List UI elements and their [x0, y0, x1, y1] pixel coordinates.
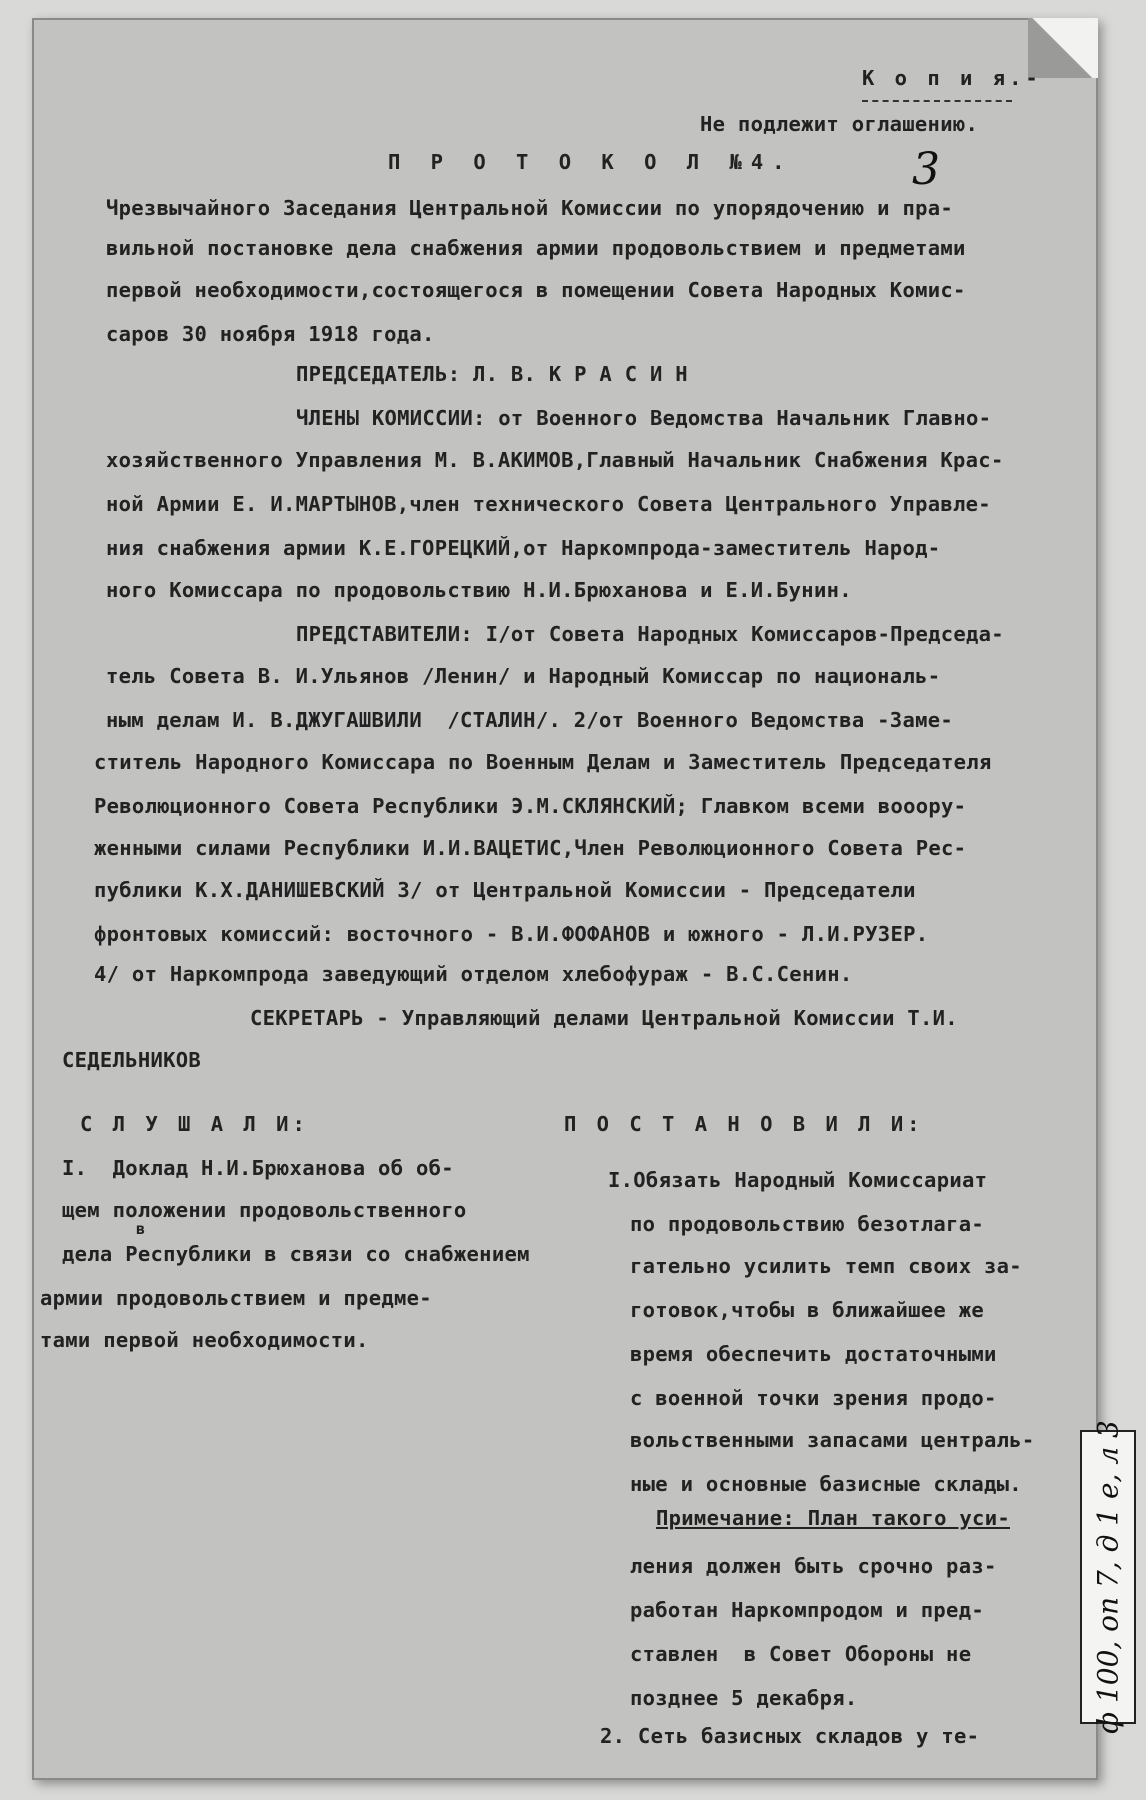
members-line: хозяйственного Управления М. В.АКИМОВ,Главный Начальник Снабжения Крас-: [106, 448, 1004, 472]
intro-line: первой необходимости,состоящегося в помещении Совета Народных Комис-: [106, 278, 966, 302]
resolved-line: с военной точки зрения продо-: [630, 1386, 997, 1410]
representatives-line: тель Совета В. И.Ульянов /Ленин/ и Народный Комиссар по националь-: [106, 664, 941, 688]
members-line: ния снабжения армии К.Е.ГОРЕЦКИЙ,от Наркомпрода-заместитель Народ-: [106, 536, 941, 560]
resolved-note-line: работан Наркомпродом и пред-: [630, 1598, 984, 1622]
representatives-line: ПРЕДСТАВИТЕЛИ: I/от Совета Народных Комиссаров-Председа-: [296, 622, 1004, 646]
resolved-note-line: ления должен быть срочно раз-: [630, 1554, 997, 1578]
members-line: ного Комиссара по продовольствию Н.И.Брюханова и Е.И.Бунин.: [106, 578, 852, 602]
resolved-line: ные и основные базисные склады.: [630, 1472, 1022, 1496]
members-line: ной Армии Е. И.МАРТЫНОВ,член технического Совета Центрального Управле-: [106, 492, 991, 516]
representatives-line: 4/ от Наркомпрода заведующий отделом хлебофураж - В.С.Сенин.: [94, 962, 853, 986]
members-line: ЧЛЕНЫ КОМИССИИ: от Военного Ведомства Начальник Главно-: [296, 406, 992, 430]
heard-inserted-letter: в: [136, 1220, 146, 1238]
intro-line: саров 30 ноября 1918 года.: [106, 322, 435, 346]
resolved-line: готовок,чтобы в ближайшее же: [630, 1298, 984, 1322]
secretary-line: СЕДЕЛЬНИКОВ: [62, 1048, 202, 1072]
heard-heading: С Л У Ш А Л И:: [80, 1112, 309, 1136]
representatives-line: женными силами Республики И.И.ВАЦЕТИС,Член Революционного Совета Рес-: [94, 836, 967, 860]
representatives-line: ным делам И. В.ДЖУГАШВИЛИ /СТАЛИН/. 2/от Военного Ведомства -Заме-: [106, 708, 954, 732]
heard-line: I. Доклад Н.И.Брюханова об об-: [62, 1156, 454, 1180]
resolved-line: время обеспечить достаточными: [630, 1342, 997, 1366]
copy-mark: К о п и я.-: [862, 66, 1042, 90]
archive-reference-label: [1080, 1420, 1136, 1734]
heard-line: армии продовольствием и предме-: [40, 1286, 432, 1310]
not-for-publication: Не подлежит оглашению.: [700, 112, 979, 136]
protocol-title: П Р О Т О К О Л №4.: [388, 150, 794, 174]
heard-line: дела Республики в связи со снабжением: [62, 1242, 530, 1266]
representatives-line: фронтовых комиссий: восточного - В.И.ФОФАНОВ и южного - Л.И.РУЗЕР.: [94, 922, 929, 946]
resolved-note-line: ставлен в Совет Обороны не: [630, 1642, 972, 1666]
representatives-line: ститель Народного Комиссара по Военным Делам и Заместитель Председателя: [94, 750, 992, 774]
intro-line: вильной постановке дела снабжения армии продовольствием и предметами: [106, 236, 966, 260]
chairman-line: ПРЕДСЕДАТЕЛЬ: Л. В. К Р А С И Н: [296, 362, 688, 386]
representatives-line: Революционного Совета Республики Э.М.СКЛЯНСКИЙ; Главком всеми вооору-: [94, 794, 967, 818]
resolved-heading: П О С Т А Н О В И Л И:: [564, 1112, 924, 1136]
copy-underline: [862, 100, 1012, 102]
heard-line: тами первой необходимости.: [40, 1328, 369, 1352]
resolved-line: I.Обязать Народный Комиссариат: [608, 1168, 988, 1192]
intro-line: Чрезвычайного Заседания Центральной Комиссии по упорядочению и пра-: [106, 196, 954, 220]
resolved-note-line: Примечание: План такого уси-: [656, 1506, 1010, 1530]
secretary-line: СЕКРЕТАРЬ - Управляющий делами Центральной Комиссии Т.И.: [250, 1006, 958, 1030]
archive-reference-text: ф 100, оп 7, д 1 е, л 3: [1091, 1420, 1125, 1734]
resolved-line: вольственными запасами централь-: [630, 1428, 1035, 1452]
resolved-line: гательно усилить темп своих за-: [630, 1254, 1022, 1278]
heard-line: щем положении продовольственного: [62, 1198, 467, 1222]
handwritten-page-number: 3: [912, 144, 940, 195]
resolved-item-2: 2. Сеть базисных складов у те-: [600, 1724, 980, 1748]
representatives-line: публики К.Х.ДАНИШЕВСКИЙ 3/ от Центральной Комиссии - Председатели: [94, 878, 916, 902]
resolved-line: по продовольствию безотлага-: [630, 1212, 984, 1236]
resolved-note-line: позднее 5 декабря.: [630, 1686, 858, 1710]
